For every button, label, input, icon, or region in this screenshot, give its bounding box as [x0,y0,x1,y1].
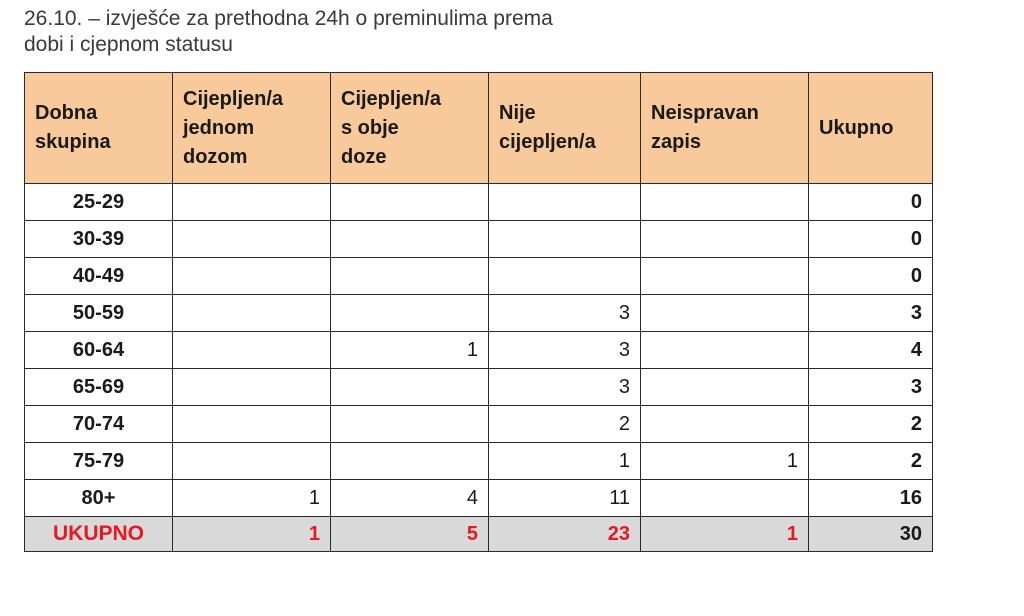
total-unvaccinated-cell: 23 [489,517,641,552]
one-dose-cell [173,332,331,369]
two-doses-cell [331,406,489,443]
unvaccinated-cell: 3 [489,332,641,369]
two-doses-cell [331,258,489,295]
unvaccinated-cell: 3 [489,369,641,406]
table-row [25,332,933,369]
two-doses-cell [331,369,489,406]
row-total-cell: 0 [809,258,933,295]
one-dose-cell [173,406,331,443]
row-total-cell: 3 [809,295,933,332]
invalid-record-cell [641,332,809,369]
age-group-cell: 40-49 [25,258,173,295]
total-one-dose-cell: 1 [173,517,331,552]
age-group-cell: 75-79 [25,443,173,480]
header-unvaccinated: Nije cijepljen/a [489,73,641,184]
two-doses-cell [331,295,489,332]
table-row [25,480,933,517]
unvaccinated-cell [489,221,641,258]
row-total-cell: 3 [809,369,933,406]
row-total-cell: 0 [809,221,933,258]
one-dose-cell [173,443,331,480]
header-one-dose: Cijepljen/a jednom dozom [173,73,331,184]
one-dose-cell [173,295,331,332]
age-group-cell: 50-59 [25,295,173,332]
unvaccinated-cell: 1 [489,443,641,480]
two-doses-cell: 1 [331,332,489,369]
two-doses-cell [331,443,489,480]
header-age-group: Dobna skupina [25,73,173,184]
age-group-cell: 60-64 [25,332,173,369]
two-doses-cell [331,184,489,221]
unvaccinated-cell [489,258,641,295]
one-dose-cell [173,221,331,258]
header-invalid-record: Neispravan zapis [641,73,809,184]
table-row [25,221,933,258]
unvaccinated-cell: 3 [489,295,641,332]
invalid-record-cell [641,221,809,258]
one-dose-cell [173,184,331,221]
table-total-row [25,517,933,552]
total-two-doses-cell: 5 [331,517,489,552]
unvaccinated-cell: 2 [489,406,641,443]
table-row [25,184,933,221]
deaths-by-age-table [24,72,933,552]
row-total-cell: 16 [809,480,933,517]
row-total-cell: 0 [809,184,933,221]
unvaccinated-cell: 11 [489,480,641,517]
table-row [25,406,933,443]
one-dose-cell [173,369,331,406]
age-group-cell: 80+ [25,480,173,517]
table-row [25,295,933,332]
table-header-row [25,73,933,184]
age-group-cell: 30-39 [25,221,173,258]
grand-total-cell: 30 [809,517,933,552]
age-group-cell: 65-69 [25,369,173,406]
two-doses-cell [331,221,489,258]
invalid-record-cell [641,295,809,332]
total-invalid-record-cell: 1 [641,517,809,552]
row-total-cell: 2 [809,443,933,480]
two-doses-cell: 4 [331,480,489,517]
report-title-line-2: dobi i cjepnom statusu [24,33,233,56]
invalid-record-cell [641,369,809,406]
invalid-record-cell: 1 [641,443,809,480]
invalid-record-cell [641,406,809,443]
one-dose-cell: 1 [173,480,331,517]
invalid-record-cell [641,184,809,221]
table-row [25,258,933,295]
header-two-doses: Cijepljen/a s obje doze [331,73,489,184]
table-row [25,443,933,480]
unvaccinated-cell [489,184,641,221]
header-total: Ukupno [809,73,933,184]
invalid-record-cell [641,480,809,517]
row-total-cell: 4 [809,332,933,369]
table-row [25,369,933,406]
invalid-record-cell [641,258,809,295]
row-total-cell: 2 [809,406,933,443]
total-label-cell: UKUPNO [25,517,173,552]
age-group-cell: 25-29 [25,184,173,221]
one-dose-cell [173,258,331,295]
report-title [24,4,744,58]
age-group-cell: 70-74 [25,406,173,443]
report-title-line-1: 26.10. – izvješće za prethodna 24h o preminulima prema [24,7,553,30]
